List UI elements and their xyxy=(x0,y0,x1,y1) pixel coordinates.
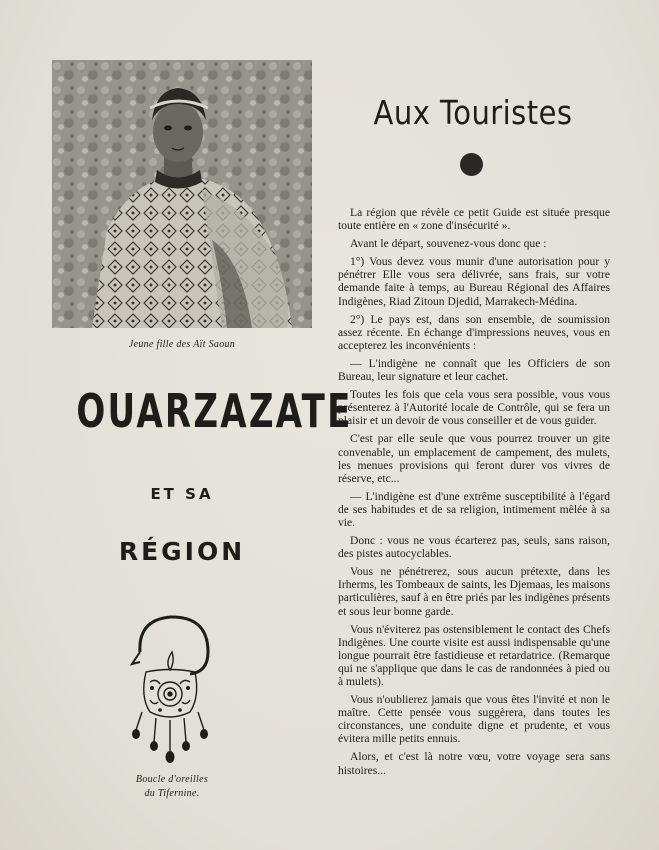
paragraph: 1°) Vous devez vous munir d'une autorisation pour y pénétrer Elle vous sera délivrée, sans frais, sur votre demande faite à temps, au Bureau Régional des Affaires Indigènes, Riad Zitoun Djedid, Marrakech-Médina. xyxy=(338,255,610,308)
paragraph: La région que révèle ce petit Guide est située presque toute entière en « zone d'insécurité ». xyxy=(338,206,610,233)
paragraph: C'est par elle seule que vous pourrez trouver un gite convenable, un emplacement de campement, des mulets, les menues provisions qui feront durer vos vivres de réserve, etc... xyxy=(338,432,610,485)
paragraph: Avant le départ, souvenez-vous donc que : xyxy=(350,237,547,251)
paragraph: 2°) Le pays est, dans son ensemble, de soumission assez récente. En échange d'impressions neuves, vous en accepterez les inconvénients : xyxy=(338,312,610,352)
paragraph: Vous n'oublierez jamais que vous êtes l'invité et non le maître. Cette pensée vous suggèrera, dans toutes les circonstances, une conduite digne et prudente, et vous évitera mille petits ennuis. xyxy=(338,693,610,746)
paragraph: Alors, et c'est là notre vœu, votre voyage sera sans histoires... xyxy=(338,750,610,777)
paragraph: Vous ne pénétrerez, sous aucun prétexte, dans les Irherms, les Tombeaux de saints, les Djemaas, les maisons particulières, sauf à en être priés par les indigènes présents et sous leur bonne garde. xyxy=(338,565,610,618)
earring-illustration xyxy=(120,612,220,772)
subtitle: ET SA xyxy=(150,485,214,503)
ornament-dot xyxy=(460,153,483,176)
heading-aux-touristes: Aux Touristes xyxy=(373,93,573,132)
main-title: OUARZAZATE xyxy=(76,384,353,438)
paragraph: — L'indigène ne connaît que les Officiers de son Bureau, leur signature et leur cachet. xyxy=(338,356,610,384)
earring-caption-line1: Boucle d'oreilles xyxy=(135,774,209,785)
photograph-girl xyxy=(52,60,312,328)
earring-caption-line2: du Tifernine. xyxy=(144,788,200,799)
paragraph: — L'indigène est d'une extrême susceptibilité à l'égard de ses habitudes et de sa religion, intimement mêlée à sa vie. xyxy=(338,489,610,529)
photo-caption: Jeune fille des Aït Saoun xyxy=(128,339,236,350)
paragraph: Toutes les fois que cela vous sera possible, vous vous présenterez à l'Autorité locale de Contrôle, qui se fera un plaisir et un devoir de vous conseiller et de vous guider. xyxy=(338,388,610,428)
paragraph: Donc : vous ne vous écarterez pas, seuls, sans raison, des pistes autocyclables. xyxy=(338,534,610,561)
region-title: RÉGION xyxy=(118,537,246,566)
body-text xyxy=(338,206,610,782)
paragraph: Vous n'éviterez pas ostensiblement le contact des Chefs Indigènes. Une courte visite est aussi indispensable qu'une longue pourrait être fastidieuse et retardatrice. (Remarque qui ne s'applique que dans le cas de randonnées à pied ou à mulets). xyxy=(338,622,610,688)
earring-caption xyxy=(110,773,234,801)
